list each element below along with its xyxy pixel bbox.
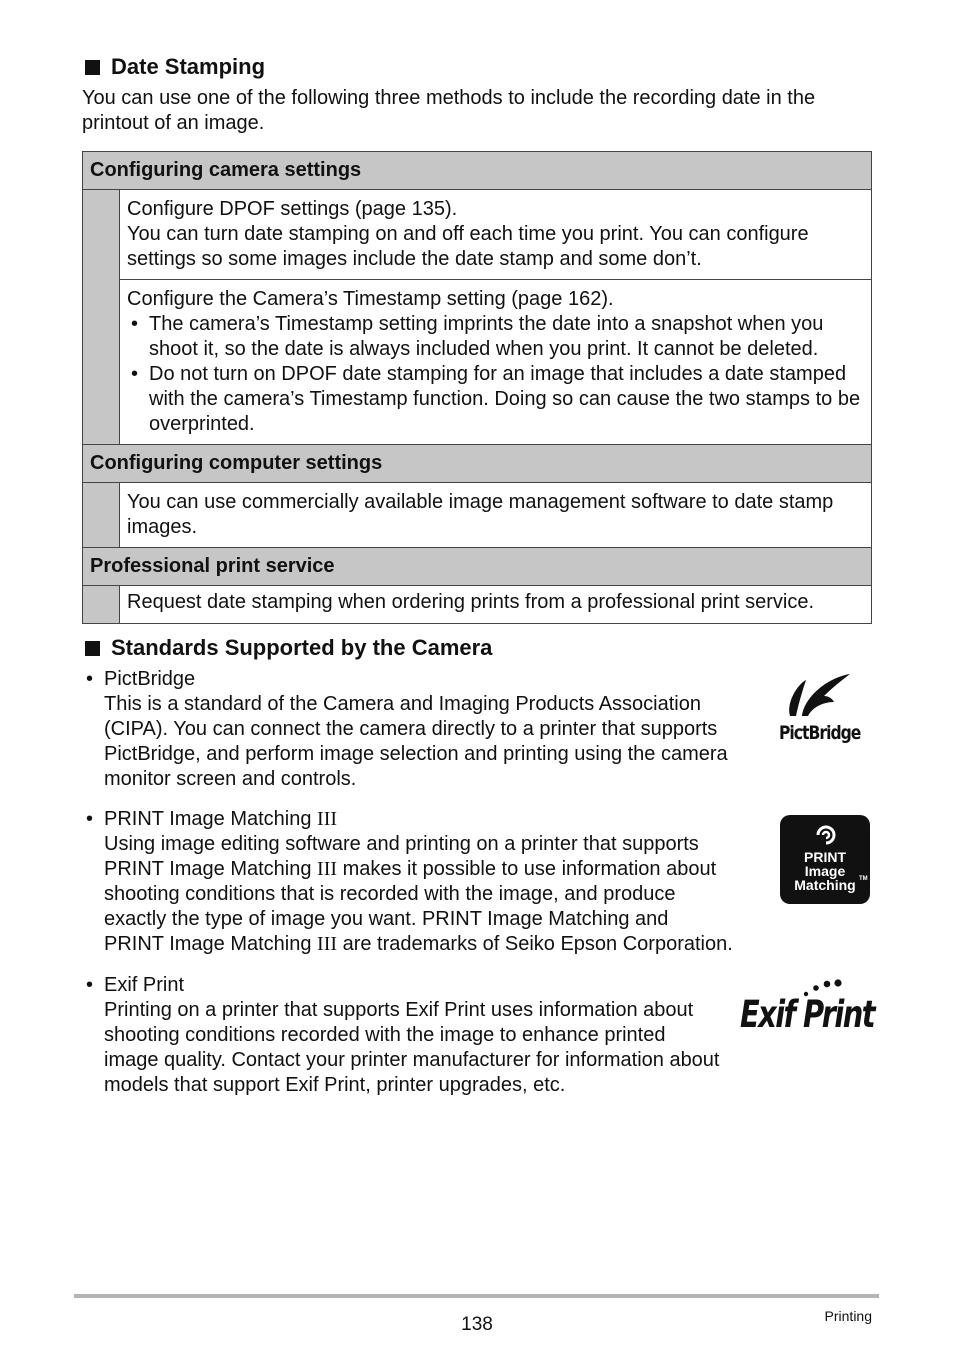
exif-logo (740, 978, 872, 1038)
pictbridge-name: PictBridge (104, 668, 196, 690)
exif-logo-text: Exif Print (740, 993, 874, 1036)
timestamp-line1: Configure the Camera’s Timestamp setting (page 162). (127, 288, 614, 310)
bullet-dot-icon: • (86, 808, 94, 830)
exif-text: Printing on a printer that supports Exif Print uses information about shooting conditions recorded with the image to enhance printed image quality. Contact your printer manufacturer for information about models that support Exif Print, printer upgrades, etc. (104, 999, 720, 1096)
bullet-dot-icon: • (131, 363, 139, 385)
computer-cell: You can use commercially available image management software to date stamp images. (120, 483, 872, 548)
pim-text-line2 (104, 857, 782, 882)
date-stamping-table (82, 151, 872, 624)
pictbridge-item (82, 667, 762, 792)
footer-divider (74, 1294, 879, 1298)
dpof-line1: Configure DPOF settings (page 135). (127, 198, 458, 220)
pictbridge-logo (776, 672, 872, 750)
pim-l5a: PRINT Image Matching (104, 933, 318, 955)
timestamp-bullet-1-text: The camera’s Timestamp setting imprints the date into a snapshot when you shoot it, so the date is always included when you print. It cannot be deleted. (149, 313, 824, 360)
pim-l5b: are trademarks of Seiko Epson Corporation. (337, 933, 733, 955)
dpof-line2: You can turn date stamping on and off each time you print. You can configure settings so some images include the date stamp and some don’t. (127, 223, 809, 270)
pim-swirl-icon (814, 823, 838, 847)
pim-logo (780, 815, 870, 904)
square-bullet-icon (85, 60, 100, 75)
page-number: 138 (461, 1314, 493, 1335)
pro-print-header: Professional print service (83, 548, 872, 586)
dpof-cell (120, 190, 872, 280)
pim-text-line5 (104, 932, 782, 957)
pim-text-line3: shooting conditions that is recorded with the image, and produce (104, 883, 676, 905)
table-gutter (83, 586, 120, 624)
camera-settings-header: Configuring camera settings (83, 152, 872, 190)
pim-name-roman: III (317, 808, 338, 830)
square-bullet-icon (85, 641, 100, 656)
pim-logo-line3: Matching (794, 877, 856, 893)
pim-item (82, 807, 782, 957)
pim-logo-line2: Image (804, 863, 846, 879)
pim-l2b: makes it possible to use information about (337, 858, 717, 880)
timestamp-bullet-2 (127, 362, 864, 437)
date-stamping-heading (82, 54, 265, 80)
pim-l2a: PRINT Image Matching (104, 858, 318, 880)
table-gutter (83, 190, 120, 445)
pim-text-line4: exactly the type of image you want. PRINT Image Matching and (104, 908, 669, 930)
pim-logo-line1: PRINT (804, 849, 846, 865)
section-label: Printing (824, 1308, 872, 1324)
standards-heading (82, 635, 492, 661)
pro-print-cell: Request date stamping when ordering prints from a professional print service. (120, 586, 872, 624)
table-gutter (83, 483, 120, 548)
pim-text-line1: Using image editing software and printing on a printer that supports (104, 833, 699, 855)
standards-title: Standards Supported by the Camera (111, 635, 493, 660)
exif-name: Exif Print (104, 974, 185, 996)
date-stamping-intro: You can use one of the following three methods to include the recording date in the printout of an image. (82, 87, 816, 134)
timestamp-bullet-1 (127, 312, 864, 362)
timestamp-bullet-2-text: Do not turn on DPOF date stamping for an image that includes a date stamped with the camera’s Timestamp function. Doing so can cause the two stamps to be overprinted. (149, 363, 861, 435)
timestamp-cell (120, 280, 872, 445)
exif-item (82, 973, 742, 1098)
pictbridge-logo-text: PictBridge (779, 722, 861, 744)
pim-name-prefix: PRINT Image Matching (104, 808, 318, 830)
pim-l5r: III (317, 933, 338, 955)
date-stamping-title: Date Stamping (111, 54, 266, 79)
pim-l2r: III (317, 858, 338, 880)
computer-settings-header: Configuring computer settings (83, 445, 872, 483)
pim-name (104, 807, 782, 832)
pictbridge-text: This is a standard of the Camera and Imaging Products Association (CIPA). You can connect the camera directly to a printer that supports PictBridge, and perform image selection and printing using the camera monitor screen and controls. (104, 693, 728, 790)
bullet-dot-icon: • (86, 668, 94, 690)
pim-logo-tm: TM (859, 876, 868, 882)
bullet-dot-icon: • (131, 313, 139, 335)
bullet-dot-icon: • (86, 974, 94, 996)
